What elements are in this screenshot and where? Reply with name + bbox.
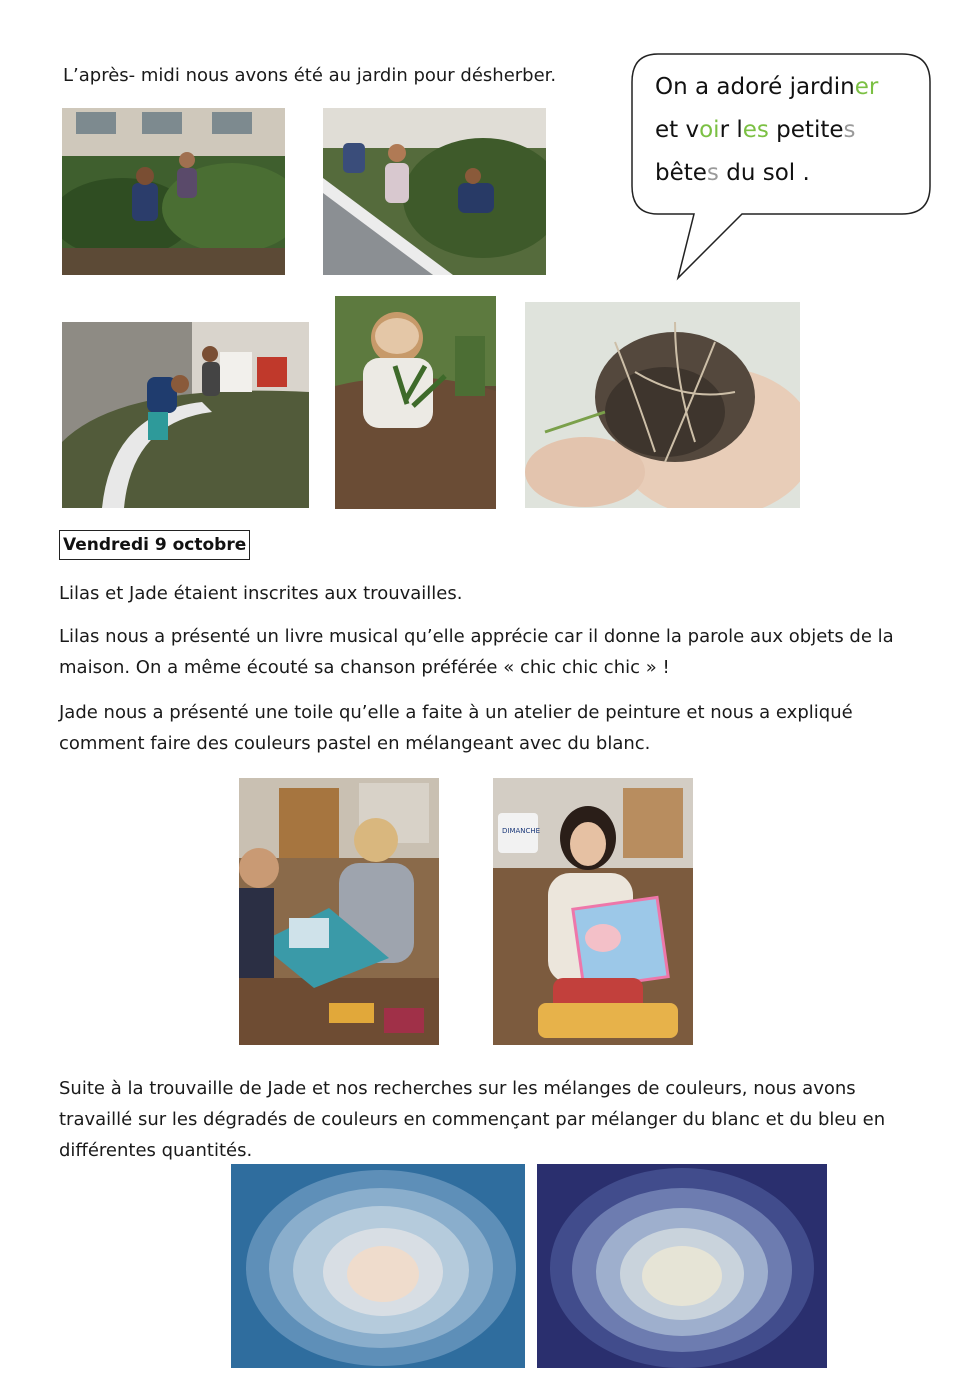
bubble-line-3 [655, 152, 925, 195]
photo-jade-painting [493, 778, 693, 1045]
photo-blue-gradient-painting-1 [231, 1164, 525, 1368]
paragraph-degrades-line-1: Suite à la trouvaille de Jade et nos recherches sur les mélanges de couleurs, nous avons [59, 1078, 856, 1099]
bubble-text-part: r l [719, 117, 743, 143]
bubble-text-highlight: oi [699, 117, 720, 143]
paragraph-trouvailles: Lilas et Jade étaient inscrites aux trouvailles. [59, 583, 463, 604]
bubble-text-part: et v [655, 117, 700, 143]
bubble-text-highlight: er [854, 74, 879, 100]
bubble-text-highlight: es [742, 117, 769, 143]
dimanche-label: DIMANCHE [502, 827, 541, 835]
paragraph-degrades-line-3: différentes quantités. [59, 1140, 253, 1161]
photo-garden-weeding-2 [323, 108, 546, 275]
photo-garden-child-planting [335, 296, 496, 509]
bubble-line-2 [655, 109, 925, 152]
paragraph-jade-line-2: comment faire des couleurs pastel en mélangeant avec du blanc. [59, 733, 651, 754]
photo-lilas-musical-book [239, 778, 439, 1045]
bubble-text-silent: s [843, 117, 856, 143]
bubble-text-part: On a adoré jardin [655, 74, 855, 100]
bubble-text-silent: s [706, 160, 719, 186]
photo-soil-with-roots [525, 302, 800, 508]
intro-text: L’après- midi nous avons été au jardin pour désherber. [63, 65, 557, 86]
photo-blue-gradient-painting-2 [537, 1164, 827, 1368]
date-heading: Vendredi 9 octobre [59, 530, 250, 560]
photo-garden-weeding-3 [62, 322, 309, 508]
paragraph-degrades-line-2: travaillé sur les dégradés de couleurs en commençant par mélanger du blanc et du bleu en [59, 1109, 886, 1130]
photo-garden-weeding-1 [62, 108, 285, 275]
bubble-text-part: du sol . [718, 160, 810, 186]
bubble-text-part: petite [768, 117, 844, 143]
bubble-line-1 [655, 66, 925, 109]
bubble-text-part: bête [655, 160, 707, 186]
paragraph-lilas-line-1: Lilas nous a présenté un livre musical qu’elle apprécie car il donne la parole aux objets de la [59, 626, 894, 647]
bubble-text [655, 66, 925, 195]
paragraph-lilas-line-2: maison. On a même écouté sa chanson préférée « chic chic chic » ! [59, 657, 670, 678]
paragraph-jade-line-1: Jade nous a présenté une toile qu’elle a faite à un atelier de peinture et nous a expliqué [59, 702, 853, 723]
